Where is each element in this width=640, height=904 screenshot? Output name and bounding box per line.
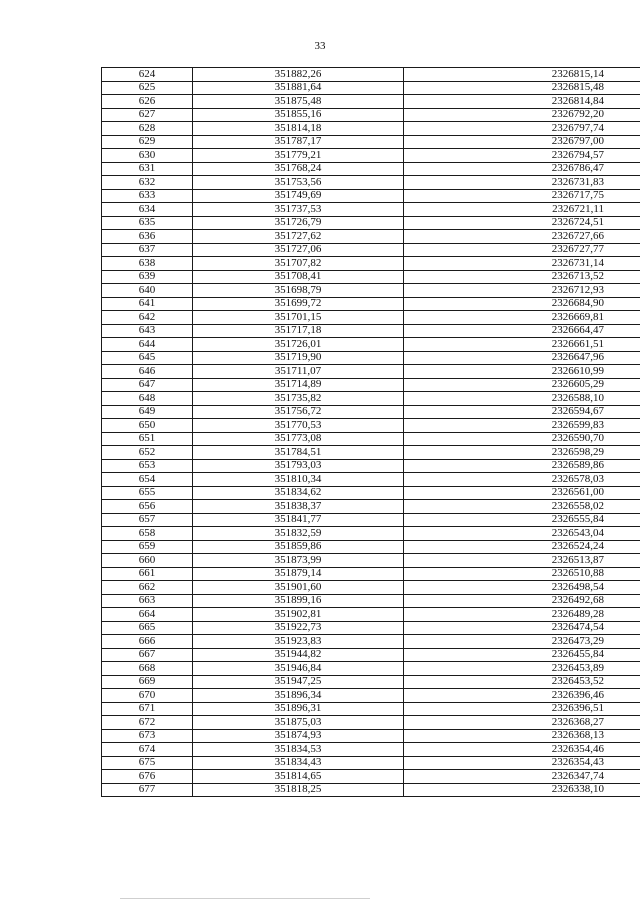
y-coordinate-cell: 2326792,20 [404,108,640,122]
y-coordinate-cell: 2326473,29 [404,635,640,649]
y-coordinate-cell: 2326731,83 [404,176,640,190]
point-number-cell: 667 [102,648,193,662]
table-row [102,230,640,244]
y-coordinate-cell: 2326814,84 [404,95,640,109]
y-coordinate-cell: 2326368,27 [404,716,640,730]
table-row [102,459,640,473]
y-coordinate-cell: 2326396,46 [404,689,640,703]
table-row [102,540,640,554]
y-coordinate-cell: 2326727,66 [404,230,640,244]
point-number-cell: 645 [102,351,193,365]
table-row [102,648,640,662]
point-number-cell: 643 [102,324,193,338]
table-row [102,486,640,500]
y-coordinate-cell: 2326712,93 [404,284,640,298]
point-number-cell: 661 [102,567,193,581]
point-number-cell: 665 [102,621,193,635]
x-coordinate-cell: 351714,89 [193,378,404,392]
x-coordinate-cell: 351923,83 [193,635,404,649]
x-coordinate-cell: 351768,24 [193,162,404,176]
point-number-cell: 632 [102,176,193,190]
table-row [102,108,640,122]
point-number-cell: 676 [102,770,193,784]
y-coordinate-cell: 2326717,75 [404,189,640,203]
point-number-cell: 625 [102,81,193,95]
x-coordinate-cell: 351787,17 [193,135,404,149]
x-coordinate-cell: 351841,77 [193,513,404,527]
x-coordinate-cell: 351882,26 [193,68,404,82]
point-number-cell: 666 [102,635,193,649]
table-row [102,716,640,730]
x-coordinate-cell: 351719,90 [193,351,404,365]
x-coordinate-cell: 351834,53 [193,743,404,757]
y-coordinate-cell: 2326684,90 [404,297,640,311]
x-coordinate-cell: 351922,73 [193,621,404,635]
y-coordinate-cell: 2326598,29 [404,446,640,460]
table-row [102,567,640,581]
table-row [102,581,640,595]
y-coordinate-cell: 2326797,00 [404,135,640,149]
table-row [102,446,640,460]
point-number-cell: 656 [102,500,193,514]
table-row [102,135,640,149]
y-coordinate-cell: 2326664,47 [404,324,640,338]
point-number-cell: 674 [102,743,193,757]
coordinates-table [101,67,640,797]
table-row [102,297,640,311]
x-coordinate-cell: 351896,31 [193,702,404,716]
point-number-cell: 646 [102,365,193,379]
point-number-cell: 652 [102,446,193,460]
x-coordinate-cell: 351896,34 [193,689,404,703]
x-coordinate-cell: 351944,82 [193,648,404,662]
y-coordinate-cell: 2326561,00 [404,486,640,500]
table-row [102,162,640,176]
table-row [102,216,640,230]
y-coordinate-cell: 2326721,11 [404,203,640,217]
x-coordinate-cell: 351947,25 [193,675,404,689]
point-number-cell: 654 [102,473,193,487]
y-coordinate-cell: 2326510,88 [404,567,640,581]
point-number-cell: 655 [102,486,193,500]
y-coordinate-cell: 2326815,14 [404,68,640,82]
point-number-cell: 635 [102,216,193,230]
y-coordinate-cell: 2326338,10 [404,783,640,797]
point-number-cell: 648 [102,392,193,406]
table-row [102,203,640,217]
table-row [102,68,640,82]
table-row [102,257,640,271]
point-number-cell: 639 [102,270,193,284]
y-coordinate-cell: 2326543,04 [404,527,640,541]
x-coordinate-cell: 351901,60 [193,581,404,595]
y-coordinate-cell: 2326455,84 [404,648,640,662]
point-number-cell: 629 [102,135,193,149]
y-coordinate-cell: 2326354,43 [404,756,640,770]
table-row [102,702,640,716]
y-coordinate-cell: 2326669,81 [404,311,640,325]
y-coordinate-cell: 2326731,14 [404,257,640,271]
y-coordinate-cell: 2326347,74 [404,770,640,784]
y-coordinate-cell: 2326590,70 [404,432,640,446]
table-row [102,324,640,338]
point-number-cell: 677 [102,783,193,797]
table-row [102,513,640,527]
x-coordinate-cell: 351881,64 [193,81,404,95]
y-coordinate-cell: 2326605,29 [404,378,640,392]
table-row [102,473,640,487]
point-number-cell: 669 [102,675,193,689]
x-coordinate-cell: 351838,37 [193,500,404,514]
table-row [102,756,640,770]
point-number-cell: 630 [102,149,193,163]
x-coordinate-cell: 351875,48 [193,95,404,109]
table-row [102,743,640,757]
table-row [102,635,640,649]
point-number-cell: 673 [102,729,193,743]
x-coordinate-cell: 351874,93 [193,729,404,743]
table-row [102,527,640,541]
x-coordinate-cell: 351855,16 [193,108,404,122]
y-coordinate-cell: 2326498,54 [404,581,640,595]
x-coordinate-cell: 351784,51 [193,446,404,460]
y-coordinate-cell: 2326724,51 [404,216,640,230]
y-coordinate-cell: 2326474,54 [404,621,640,635]
point-number-cell: 628 [102,122,193,136]
y-coordinate-cell: 2326594,67 [404,405,640,419]
x-coordinate-cell: 351859,86 [193,540,404,554]
table-row [102,770,640,784]
point-number-cell: 653 [102,459,193,473]
bottom-divider [120,898,370,899]
table-row [102,149,640,163]
x-coordinate-cell: 351749,69 [193,189,404,203]
y-coordinate-cell: 2326794,57 [404,149,640,163]
table-row [102,311,640,325]
y-coordinate-cell: 2326354,46 [404,743,640,757]
x-coordinate-cell: 351756,72 [193,405,404,419]
table-row [102,405,640,419]
x-coordinate-cell: 351726,79 [193,216,404,230]
point-number-cell: 671 [102,702,193,716]
coordinates-table-body [102,68,640,797]
point-number-cell: 651 [102,432,193,446]
x-coordinate-cell: 351832,59 [193,527,404,541]
table-row [102,554,640,568]
point-number-cell: 636 [102,230,193,244]
y-coordinate-cell: 2326513,87 [404,554,640,568]
x-coordinate-cell: 351902,81 [193,608,404,622]
x-coordinate-cell: 351698,79 [193,284,404,298]
x-coordinate-cell: 351899,16 [193,594,404,608]
x-coordinate-cell: 351814,18 [193,122,404,136]
y-coordinate-cell: 2326524,24 [404,540,640,554]
x-coordinate-cell: 351753,56 [193,176,404,190]
x-coordinate-cell: 351737,53 [193,203,404,217]
x-coordinate-cell: 351779,21 [193,149,404,163]
x-coordinate-cell: 351708,41 [193,270,404,284]
table-row [102,608,640,622]
point-number-cell: 663 [102,594,193,608]
x-coordinate-cell: 351879,14 [193,567,404,581]
table-row [102,243,640,257]
y-coordinate-cell: 2326396,51 [404,702,640,716]
y-coordinate-cell: 2326661,51 [404,338,640,352]
table-row [102,689,640,703]
point-number-cell: 659 [102,540,193,554]
point-number-cell: 662 [102,581,193,595]
x-coordinate-cell: 351873,99 [193,554,404,568]
point-number-cell: 672 [102,716,193,730]
y-coordinate-cell: 2326815,48 [404,81,640,95]
table-row [102,783,640,797]
table-row [102,662,640,676]
point-number-cell: 675 [102,756,193,770]
y-coordinate-cell: 2326453,52 [404,675,640,689]
x-coordinate-cell: 351946,84 [193,662,404,676]
table-row [102,729,640,743]
y-coordinate-cell: 2326368,13 [404,729,640,743]
point-number-cell: 627 [102,108,193,122]
page-number: 33 [314,40,326,52]
x-coordinate-cell: 351818,25 [193,783,404,797]
table-row [102,392,640,406]
y-coordinate-cell: 2326558,02 [404,500,640,514]
table-row [102,621,640,635]
point-number-cell: 638 [102,257,193,271]
point-number-cell: 642 [102,311,193,325]
x-coordinate-cell: 351875,03 [193,716,404,730]
table-row [102,351,640,365]
y-coordinate-cell: 2326453,89 [404,662,640,676]
point-number-cell: 641 [102,297,193,311]
point-number-cell: 649 [102,405,193,419]
y-coordinate-cell: 2326713,52 [404,270,640,284]
point-number-cell: 668 [102,662,193,676]
point-number-cell: 640 [102,284,193,298]
point-number-cell: 657 [102,513,193,527]
x-coordinate-cell: 351701,15 [193,311,404,325]
table-row [102,500,640,514]
table-row [102,95,640,109]
table-row [102,122,640,136]
y-coordinate-cell: 2326589,86 [404,459,640,473]
table-row [102,338,640,352]
table-row [102,189,640,203]
point-number-cell: 670 [102,689,193,703]
x-coordinate-cell: 351726,01 [193,338,404,352]
point-number-cell: 664 [102,608,193,622]
y-coordinate-cell: 2326610,99 [404,365,640,379]
point-number-cell: 650 [102,419,193,433]
x-coordinate-cell: 351770,53 [193,419,404,433]
point-number-cell: 634 [102,203,193,217]
point-number-cell: 637 [102,243,193,257]
point-number-cell: 633 [102,189,193,203]
table-row [102,594,640,608]
x-coordinate-cell: 351727,62 [193,230,404,244]
x-coordinate-cell: 351834,62 [193,486,404,500]
table-row [102,270,640,284]
y-coordinate-cell: 2326797,74 [404,122,640,136]
y-coordinate-cell: 2326492,68 [404,594,640,608]
y-coordinate-cell: 2326599,83 [404,419,640,433]
x-coordinate-cell: 351735,82 [193,392,404,406]
x-coordinate-cell: 351699,72 [193,297,404,311]
x-coordinate-cell: 351810,34 [193,473,404,487]
table-row [102,378,640,392]
y-coordinate-cell: 2326588,10 [404,392,640,406]
point-number-cell: 626 [102,95,193,109]
x-coordinate-cell: 351773,08 [193,432,404,446]
point-number-cell: 631 [102,162,193,176]
x-coordinate-cell: 351711,07 [193,365,404,379]
table-row [102,176,640,190]
y-coordinate-cell: 2326555,84 [404,513,640,527]
x-coordinate-cell: 351727,06 [193,243,404,257]
table-row [102,284,640,298]
x-coordinate-cell: 351814,65 [193,770,404,784]
point-number-cell: 658 [102,527,193,541]
point-number-cell: 624 [102,68,193,82]
y-coordinate-cell: 2326489,28 [404,608,640,622]
y-coordinate-cell: 2326578,03 [404,473,640,487]
table-row [102,419,640,433]
table-row [102,81,640,95]
point-number-cell: 647 [102,378,193,392]
x-coordinate-cell: 351717,18 [193,324,404,338]
point-number-cell: 644 [102,338,193,352]
y-coordinate-cell: 2326727,77 [404,243,640,257]
table-row [102,365,640,379]
y-coordinate-cell: 2326647,96 [404,351,640,365]
x-coordinate-cell: 351793,03 [193,459,404,473]
x-coordinate-cell: 351707,82 [193,257,404,271]
y-coordinate-cell: 2326786,47 [404,162,640,176]
table-row [102,675,640,689]
point-number-cell: 660 [102,554,193,568]
table-row [102,432,640,446]
x-coordinate-cell: 351834,43 [193,756,404,770]
